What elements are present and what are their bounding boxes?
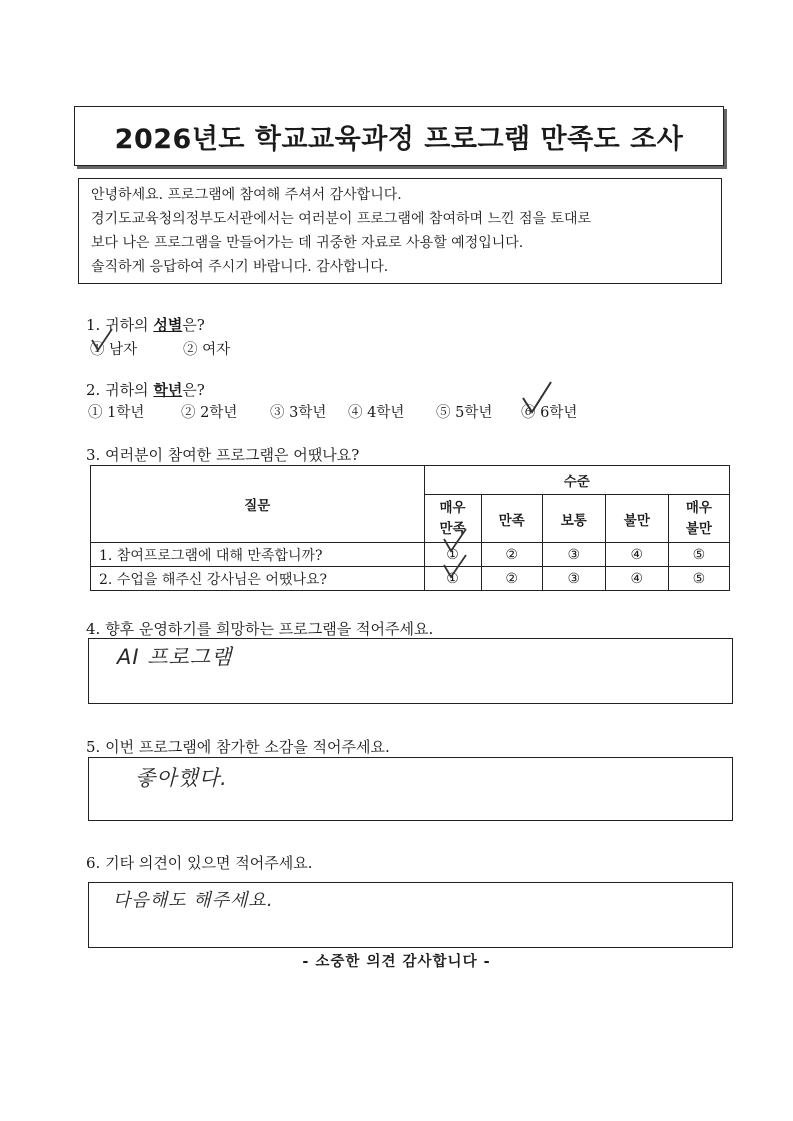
intro-line: 보다 나은 프로그램을 만들어가는 데 귀중한 자료로 사용할 예정입니다. — [91, 235, 524, 251]
rating-option[interactable]: ② — [481, 567, 542, 591]
rating-option[interactable]: ⑤ — [668, 543, 729, 567]
question-4: 4. 향후 운영하기를 희망하는 프로그램을 적어주세요. — [86, 620, 434, 638]
question-2-prefix: 2. 귀하의 — [86, 381, 154, 399]
handwritten-answer: 다음해도 해주세요. — [113, 890, 274, 911]
rating-option[interactable]: ⑤ — [668, 567, 729, 591]
rating-option[interactable]: ① — [424, 543, 481, 567]
question-1-option-male[interactable]: ① 남자 — [90, 342, 138, 358]
question-2-option-grade-5[interactable]: ⑤ 5학년 — [436, 405, 493, 421]
table-row — [91, 543, 730, 567]
rating-option[interactable]: ③ — [542, 543, 605, 567]
question-2-option-grade-4[interactable]: ④ 4학년 — [348, 405, 405, 421]
satisfaction-table — [90, 465, 730, 591]
page-title: 2026년도 학교교육과정 프로그램 만족도 조사 — [114, 123, 684, 155]
intro-box — [78, 178, 722, 284]
rating-option[interactable]: ④ — [605, 543, 668, 567]
scale-satisfied: 만족 — [481, 495, 542, 543]
title-box — [74, 106, 724, 166]
question-2-keyword: 학년 — [153, 381, 183, 399]
question-2-option-grade-1[interactable]: ① 1학년 — [88, 405, 145, 421]
handwritten-answer: 좋아했다. — [135, 766, 228, 790]
scale-very-dissatisfied: 매우 불만 — [668, 495, 729, 543]
answer-box-5[interactable] — [88, 757, 733, 821]
question-2-suffix: 은? — [182, 381, 205, 399]
rating-option[interactable]: ③ — [542, 567, 605, 591]
checkmark-icon — [520, 380, 554, 416]
question-3: 3. 여러분이 참여한 프로그램은 어땠나요? — [86, 446, 360, 464]
handwritten-answer: AI 프로그램 — [117, 645, 233, 669]
scale-dissatisfied: 불만 — [605, 495, 668, 543]
row-question: 2. 수업을 해주신 강사님은 어땠나요? — [91, 567, 425, 591]
rating-option[interactable]: ② — [481, 543, 542, 567]
intro-line: 경기도교육청의정부도서관에서는 여러분이 프로그램에 참여하며 느낀 점을 토대로 — [91, 211, 592, 227]
question-2-option-grade-3[interactable]: ③ 3학년 — [270, 405, 327, 421]
question-2-option-grade-2[interactable]: ② 2학년 — [181, 405, 238, 421]
level-header: 수준 — [424, 466, 729, 495]
answer-box-6[interactable] — [88, 882, 733, 948]
question-2 — [86, 379, 205, 400]
question-header: 질문 — [91, 466, 425, 543]
intro-line: 안녕하세요. 프로그램에 참여해 주셔서 감사합니다. — [91, 187, 402, 203]
scale-very-satisfied: 매우 만족 — [424, 495, 481, 543]
question-2-option-grade-6[interactable]: ⑥ 6학년 — [521, 405, 578, 421]
footer-thanks: - 소중한 의견 감사합니다 - — [302, 954, 491, 970]
row-question: 1. 참여프로그램에 대해 만족합니까? — [91, 543, 425, 567]
table-row — [91, 567, 730, 591]
question-1-prefix: 1. 귀하의 — [86, 316, 154, 334]
question-1-option-female[interactable]: ② 여자 — [183, 342, 231, 358]
question-1-keyword: 성별 — [153, 316, 183, 334]
question-5: 5. 이번 프로그램에 참가한 소감을 적어주세요. — [86, 738, 390, 756]
checkmark-icon — [88, 326, 118, 356]
rating-option[interactable]: ④ — [605, 567, 668, 591]
question-1-suffix: 은? — [182, 316, 205, 334]
scale-neutral: 보통 — [542, 495, 605, 543]
checkmark-icon — [440, 553, 470, 583]
answer-box-4[interactable] — [88, 638, 733, 704]
intro-line: 솔직하게 응답하여 주시기 바랍니다. 감사합니다. — [91, 259, 389, 275]
rating-option[interactable]: ① — [424, 567, 481, 591]
question-6: 6. 기타 의견이 있으면 적어주세요. — [86, 854, 313, 872]
